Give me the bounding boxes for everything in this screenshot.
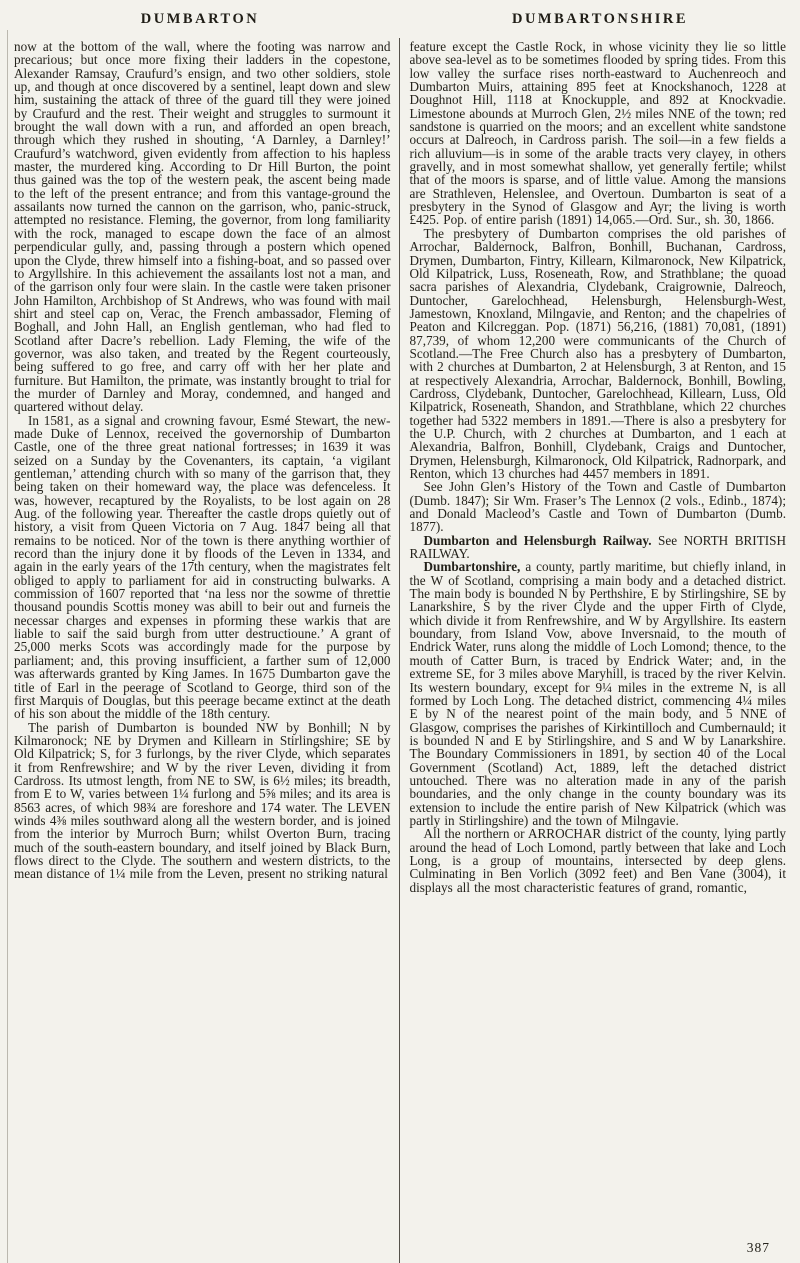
left-column [0,38,399,1263]
page-number: 387 [746,1240,770,1255]
paragraph-text: now at the bottom of the wall, where the footing was narrow and precarious; but once more fixing their ladders in the copestone, Alexander Ramsay, Craufurd’s ensign, and two other soldiers, stole up, and though at once discovered by a sentinel, leapt down and slew him, sustaining the attack of three of the guard till they were joined by Craufurd and the rest. Their weight and struggles to surmount it brought the wall down with a run, and afforded an open breach, through which they rushed in shouting, ‘A Darnley, a Darnley!’ Craufurd’s watchword, given evidently from affection to his hapless master, the murdered king. According to Dr Hill Burton, the point thus gained was the top of the western peak, the ascent being made to the left of the present entrance; and from this vantage-ground the assailants now turned the cannon on the garrison, who, panic-struck, attempted no resistance. Fleming, the governor, from long familiarity with the rock, managed to escape down the face of an almost perpendicular gully, and, passing through a postern which opened upon the Clyde, threw himself into a fishing-boat, and so passed over to Argyllshire. In this achievement the assailants lost not a man, and of the garrison only four were slain. In the castle were taken prisoner John Hamilton, Archbishop of St Andrews, who was found with mail shirt and steel cap on, Verac, the French ambassador, Fleming of Boghall, and John Hall, an English gentleman, who had fled to Scotland after Dacre’s rebellion. Lady Fleming, the wife of the governor, was also taken, and treated by the Regent courteously, being suffered to go free, and carry off with her her plate and furniture. But Hamilton, the primate, was instantly brought to trial for the murder of Darnley and Moray, condemned, and hanged and quartered without delay. [14,39,391,415]
paragraph-text: The parish of Dumbarton is bounded NW by Bonhill; N by Kilmaronock; NE by Drymen and Killearn in Stirlingshire; SE by Old Kilpatrick; S, for 3 furlongs, by the river Clyde, which separates it from Renfrewshire; and W by the river Leven, dividing it from Cardross. Its utmost length, from NE to SW, is 6½ miles; its breadth, from E to W, varies between 1¼ furlong and 5⅝ miles; and its area is 8563 acres, of which 98¾ are foreshore and 174 water. The LEVEN winds 4⅜ miles southward along all the western border, and is joined from the interior by Murroch Burn; whilst Overton Burn, tracing much of the south-eastern boundary, and itself joined by Black Burn, flows direct to the Clyde. The southern and western districts, to the mean distance of 1¼ mile from the Leven, present no striking natural [14,719,391,882]
paragraph-text: In 1581, as a signal and crowning favour, Esmé Stewart, the new-made Duke of Lennox, received the governorship of Dumbarton Castle, one of the three great national fortresses; in 1639 it was seized on a Sunday by the Covenanters, its captain, ‘a vigilant gentleman,’ attending church with so many of the garrison that, they being taken on their homeward way, the place was defenceless. It was, however, recaptured by the Royalists, to be lost again on 28 Aug. of the following year. Thereafter the castle drops quietly out of history, a visit from Queen Victoria on 7 Aug. 1847 being all that remains to be noticed. Nor of the town is there anything worthier of record than the injury done it by floods of the Leven in 1334, and again in the early years of the 17th century, when the magistrates felt obliged to apply to parliament for aid in constructing bulwarks. A commission of 1607 reported that ‘na less nor the sowme of threttie thousand poundis Scottis money was abill to beir out and furneis the necessar charges and expenses in pforming these warkis that are liable to saif the said burgh from utter destructioune.’ A grant of 25,000 merks Scots was accordingly made for the purpose by parliament; and, this proving insufficient, a farther sum of 12,000 was afterwards granted by King James. In 1675 Dumbarton gave the title of Earl in the peerage of Scotland to George, third son of the first Marquis of Douglas, but this peerage became extinct at the death of his son about the middle of the 18th century. [14,412,391,722]
running-heads [0,0,800,37]
right-column [400,38,800,1263]
paragraph-text: a county, partly maritime, but chiefly inland, in the W of Scotland, comprising a main body and a detached district. The main body is bounded N by Perthshire, E by Stirlingshire, SE by Lanarkshire, S by the river Clyde and the upper Firth of Clyde, which divide it from Renfrewshire, and W by Argyllshire. Its eastern boundary, from Island Vow, above Inversnaid, to the mouth of Endrick Water, runs along the middle of Loch Lomond; thence, to the mouth of Catter Burn, is traced by Endrick Water; and, in the extreme SE, for 3 miles above Maryhill, is traced by the river Kelvin. Its western boundary, except for 9¼ miles in the extreme N, is all formed by Loch Long. The detached district, commencing 4¼ miles E by N of the nearest point of the main body, and 5 NNE of Glasgow, comprises the parishes of Kirkintilloch and Cumbernauld; it is bounded N and E by Stirlingshire, and S and W by Lanarkshire. The Boundary Commissioners in 1891, by section 40 of the Local Government (Scotland) Act, 1889, left the detached district untouched. There was no alteration made in any of the parish boundaries, and the only change in the county boundary was its extension to include the entire parish of New Kilpatrick (which was partly in Stirlingshire) and the town of Milngavie. [409,559,786,828]
paragraph [14,40,391,414]
paragraph [410,534,787,561]
two-column-body [0,38,800,1263]
paragraph-text: feature except the Castle Rock, in whose vicinity they lie so little above sea-level as to be sometimes flooded by spring tides. From this low valley the surface rises north-eastward to Auchenreoch and Dumbarton Muirs, attaining 895 feet at Knockshanoch, 1228 at Doughnot Hill, 1118 at Knockupple, and 892 at Knockvadie. Limestone abounds at Murroch Glen, 2½ miles NNE of the town; red sandstone is quarried on the moors; and an excellent white sandstone occurs at Dalreoch, in Cardross parish. The soil—in a few fields a rich alluvium—is in some of the arable tracts very clayey, in others gravelly, and in most somewhat shallow, yet generally fertile; whilst that of the moors is sparse, and of little value. Among the mansions are Strathleven, Helenslee, and Overtoun. Dumbarton is seat of a presbytery in the Synod of Glasgow and Ayr; the living is worth £425. Pop. of entire parish (1891) 14,065.—Ord. Sur., sh. 30, 1866. [409,39,786,228]
paragraph [410,827,787,894]
paragraph-text: See NORTH BRITISH RAILWAY. [409,532,786,562]
entry-title: Dumbartonshire, [423,559,521,575]
paragraph-text: The presbytery of Dumbarton comprises the old parishes of Arrochar, Baldernock, Balfron, Bonhill, Buchanan, Cardross, Drymen, Dumbarton, Fintry, Killearn, Kilmaronock, New Kilpatrick, Old Kilpatrick, Luss, Roseneath, Row, and Strathblane; the quoad sacra parishes of Alexandria, Clydebank, Craigrownie, Dalreoch, Duntocher, Garelochhead, Helensburgh, Helensburgh-West, Jamestown, Knoxland, Milngavie, and Renton; and the chapelries of Peaton and Kilcreggan. Pop. (1871) 56,216, (1881) 70,081, (1891) 87,739, of whom 12,200 were communicants of the Church of Scotland.—The Free Church also has a presbytery of Dumbarton, with 2 churches at Dumbarton, 2 at Helensburgh, 3 at Renton, and 15 at respectively Alexandria, Arrochar, Baldernock, Bonhill, Bowling, Cardross, Clydebank, Duntocher, Garelochhead, Killearn, Luss, Old Kilpatrick, Roseneath, Shandon, and Strathblane, which 22 churches together had 5322 members in 1891.—There is also a presbytery for the U.P. Church, with 2 churches at Dumbarton, and 1 each at Alexandria, Balfron, Bonhill, Clydebank, Craigs and Duntocher, Drymen, Helensburgh, Kilmaronock, Old Kilpatrick, Radnorpark, and Renton, which 13 churches had 4457 members in 1891. [409,225,786,481]
running-head-right: DUMBARTONSHIRE [511,11,689,27]
running-head-left: DUMBARTON [140,11,260,27]
paragraph [410,480,787,533]
paragraph-text: All the northern or ARROCHAR district of the county, lying partly around the head of Loch Lomond, partly between that lake and Loch Long, is a group of mountains, intersected by deep glens. Culminating in Ben Vorlich (3092 feet) and Ben Vane (3004), it displays all the most characteristic features of grand, romantic, [409,826,786,895]
paragraph [14,721,391,881]
paragraph [410,227,787,481]
paragraph [14,414,391,721]
paragraph [410,560,787,827]
entry-title: Dumbarton and Helensburgh Railway. [423,532,652,548]
paragraph-text: See John Glen’s History of the Town and Castle of Dumbarton (Dumb. 1847); Sir Wm. Fraser’s The Lennox (2 vols., Edinb., 1874); and Donald Macleod’s Castle and Town of Dumbarton (Dumb. 1877). [409,479,786,535]
paragraph [410,40,787,227]
